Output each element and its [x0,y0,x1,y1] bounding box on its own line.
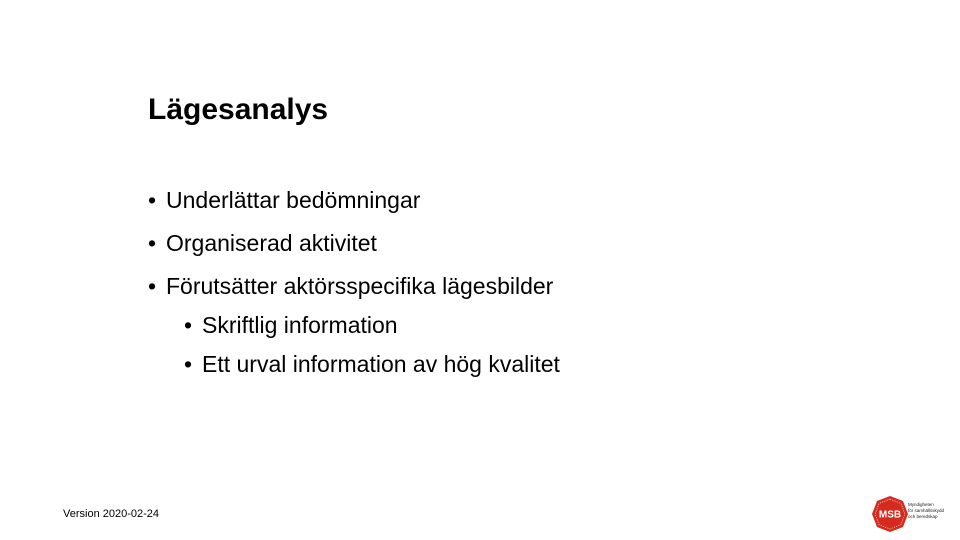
bullet-dot: • [148,273,157,299]
logo-mark-text: MSB [878,509,902,521]
bullet-text: Ett urval information av hög kvalitet [202,351,560,377]
msb-logo-icon [870,494,910,534]
bullet-item [148,186,420,214]
bullet-item [148,272,553,300]
bullet-dot: • [148,187,157,213]
bullet-dot: • [184,312,193,338]
sub-bullet-item [184,350,560,378]
logo-text-line: Myndigheten [908,502,934,507]
msb-logo [870,494,950,534]
bullet-text: Underlättar bedömningar [166,187,421,213]
logo-text-line: och beredskap [908,514,938,519]
bullet-text: Förutsätter aktörsspecifika lägesbilder [166,273,554,299]
sub-bullet-item [184,311,398,339]
version-label: Version 2020-02-24 [63,508,160,520]
bullet-text: Organiserad aktivitet [166,230,377,256]
bullet-text: Skriftlig information [202,312,398,338]
bullet-dot: • [148,230,157,256]
bullet-item [148,229,377,257]
logo-text [908,502,950,520]
logo-text-line: för samhällsskydd [908,508,945,513]
bullet-dot: • [184,351,193,377]
slide-title: Lägesanalys [148,93,329,126]
